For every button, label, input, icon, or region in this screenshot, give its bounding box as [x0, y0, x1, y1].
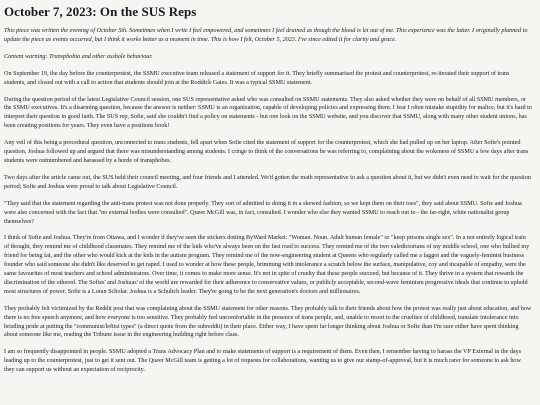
- article-paragraph: Two days after the article came out, the SUS held their council meeting, and four friends and I attended. We'd gotten the math representative to ask a question about it, but we didn't even need to wait for the question period; Sofie and Joshua were proud to talk about Legislative Council.: [4, 173, 531, 190]
- article-paragraph: During the question period of the latest Legislative Council session, one SUS representative asked who was consulted on SSMU statements. They also asked whether they were on behalf of all SSMU members, or the SSMU executives. It's a disarming question, because the answer is neither: SSMU is an organization, capable of developing policies and expressing them. I fear I often mistake stupidity for malice, but it's hard to interpret their question in good faith. The SUS rep, Sofie, said she couldn't find a policy on statements - but one look on the SSMU website, and you discover that SSMU, along with many other student unions, has been creating positions for years. They even have a positions book!: [4, 95, 532, 130]
- article-paragraph: I think of Sofie and Joshua. They're from Ottawa, and I wonder if they've seen the stickers dotting ByWard Market: "Woman. Noun. Adult human female" or "keep prisons single sex". In a not entirely logical train of thought, they remind me of childhood classmates. They remind me of the kids who've always been on the fast road to success. They remind me of the two valedictorians of my middle school, one who bullied my friend for being fat, and the other who would kick at the kids in the autism program. They remind me of the now-engineering student at Queens who regularly called me a faggot and the vaguely-feminist business founder who said someone she didn't like deserved to get raped. I used to wonder at how these people, brimming with intolerance a scratch below the surface, manipulative, coy and incapable of empathy, were the same favourites of most teachers and school administrators. Over time, it comes to make more sense. It's not in spite of cruelty that these people succeed, but because of it. They thrive in a system that rewards the discrimination of the othered. The Sofies' and Joshuas' of the world are rewarded for their adherence to conservative values, or publicly acceptable, second-wave feminism progressive ideals that continue to uphold most structures of power. Sofie is a Loran Scholar. Joshua is a Schulich leader. They're going to be the next generation's doctors and millionaires.: [4, 234, 530, 295]
- article-paragraph: I am so frequently disappointed in people. SSMU adopted a Trans Advocacy Plan and to make statements of support is a requirement of them. Even then, I remember having to harass the VP External in the days leading up to the counterprotest, just to get it sent out. The Queer McGill team is getting a lot of requests for collaborations, wanting us to give our stamp-of-approval, but it is much rarer for someone to ask how they can support us without an expectation of reciprocity.: [4, 348, 522, 374]
- article-paragraph: "They said that the statement regarding the anti-trans protest was not done properly. They sort of admitted to doing it in a skewed fashion, so we kept them on their toes", they said about SSMU. Sofie and Joshua were also concerned with the fact that "no external bodies were consulted". Queer McGill was, in fact, consulted. I wonder who else they wanted SSMU to reach out to - the far-right, white nationalist group themselves?: [4, 199, 522, 225]
- article-title: October 7, 2023: On the SUS Reps: [4, 4, 197, 19]
- article-paragraph: Any veil of this being a procedural question, unconnected to trans students, fell apart when Sofie cited the statement of support for the counterprotest, which she had pulled up on her laptop. After Sofie's pointed question, Joshua followed up and argued that there was misunderstanding among students. I cringe to think of the conversations he was referring to, complaining about the wokeness of SSMU a few days after trans students were outnumbered and harassed by a horde of transphobes.: [4, 139, 529, 164]
- article-paragraph: They probably felt victimized by the Reddit post that was complaining about the SSMU statement for other reasons. They probably talk to their friends about how the protest was really just about education, and how there is no free speech anymore, and how everyone is too sensitive. They probably feel uncomfortable in the presence of trans people, and, unable to resort to the cruelties of childhood, translate intolerance into bristling pride at putting the "communist/leftist types" (a direct quote from the subreddit) in their place. Either way, I have spent far longer thinking about Joshua or Sofie than I'm sure either have spent thinking about someone like me, reading the Tribune issue in the engineering building right before class.: [4, 304, 532, 339]
- article-intro: This piece was written the evening of October 5th. Sometimes when I write I feel empowered, and sometimes I feel drained as though the blood is let out of me. This experience was the latter. I originally planned to update the piece as events occurred, but I think it works better as a moment in time. This is how I felt, October 5, 2023. I've since edited it for clarity and grace.: [4, 27, 528, 43]
- content-warning: Content warning: Transphobia and other asshole behaviour.: [4, 52, 153, 60]
- article-paragraph: On September 19, the day before the counterprotest, the SSMU executive team released a statement of support for it. They briefly summarised the protest and counterprotest, re-iterated their support of trans students, and closed out with a call to action that students should join at the Roddick Gates. It was a typical SSMU statement.: [4, 69, 510, 86]
